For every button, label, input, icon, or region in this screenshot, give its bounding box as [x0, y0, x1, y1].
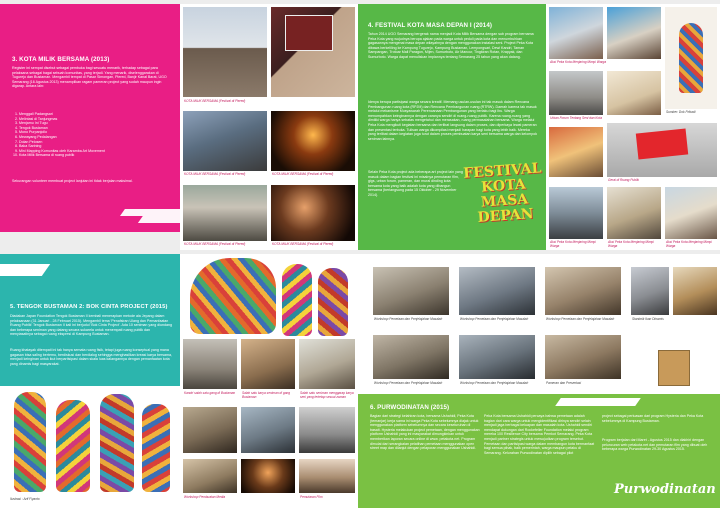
s5-caption-4: Workshop Pembuatan Media — [184, 495, 226, 499]
photo-s6-workshop-6 — [544, 334, 622, 380]
poster-line-4: DEPAN — [477, 206, 535, 226]
purwodinatan-brand: Purwodinatan — [614, 482, 716, 497]
figure-shape — [679, 23, 703, 93]
s5-caption-3: Salah satu seniman menggarap karya seni yang tertetap sesuai zaman — [300, 391, 354, 399]
section4-photos — [546, 4, 720, 250]
s3-caption-2: KOTA MILIK BERSAMA (Festival di Plered) — [184, 172, 246, 176]
photo-peka-kota-6 — [606, 186, 662, 240]
pink-stripe-decoration-2 — [97, 216, 143, 224]
photo-festival-evening — [270, 184, 356, 242]
s4-credit: Sumber: Dok Pribadi — [666, 110, 696, 114]
photo-illustration-figure — [664, 6, 718, 110]
photo-peka-kota-2 — [606, 6, 662, 60]
photo-workshop-night — [240, 458, 296, 494]
section3-list-item: 6. Mewayang Pedalangan — [19, 135, 179, 140]
section4-p3: Selain Peka Kota project ada beberapa art project lain yang masuk dalam bagian festival ini misalnya pemutaran film, gigs, urban forum, pameran, dan mural dinding kota bersama kota yang baik adalah kota yang dibangun bersama (berlangsung pada 15 Oktober - 29 November 2014). — [368, 170, 463, 197]
section6-p4: Program berjalan dari Maret - Agustus 2015 dan diakhiri dengan peluncuran web petakota.net dan pemutaran film yang dibuat oleh beberapa warga Purwodinatan 29-30 Agustus 2015. — [602, 438, 708, 452]
illustration-horse — [190, 258, 276, 334]
section5-title: 5. TENGOK BUSTAMAN 2: BOK CINTA PROJECT (2015) — [10, 304, 168, 310]
photo-workshop-group — [182, 458, 238, 494]
section3-list-item: 10. Kota Milik Bersama di ruang publik — [19, 153, 179, 158]
section6-p1: Bagian dari strategi kelahiran kota, bersama Ushahidi, Peka Kota (temanjar) kerja sama ini warga Peka Kota sebelumnya diajak untuk menggunakan platform sebelumnya dan secara keseluruhan di basalt. Hysteria melakukan project pemetaan, dengan menggunakan platform Ushahidi yang ini masyarakat dimungkinkan untuk memberikan laporan secara online di www. petakota.net. Program dimulai dari serangkaian pelatihan pemetaan menggunakan open street map dan dilanjut dengan pelaporan menggunakan Ushahidi. — [370, 414, 480, 451]
s6-caption-1: Workshop Pemetaan dan Penjelajahan Masalah — [374, 317, 443, 321]
s6-caption-2: Workshop Pemetaan dan Penjelajahan Masalah — [460, 317, 529, 321]
section3-list-item: 1. Menggali Padangsari — [19, 112, 179, 117]
board-sign — [285, 15, 333, 51]
photo-peka-kota-5 — [548, 186, 604, 240]
section5-p1: Diadakan Japan Foundation Tengok Bustaman II kembali menerapkan metode ala Jepang dalam pelaksanaan (31 Januari - 28 Februari 2015). Mengambil tema 'Penafsiran Ulang dan Pemanfaatan Ruang Publik' Tengok Bustaman II kali ini berjudul 'Bok Cinta Project'. Ada 10 seniman yang diundang dan beberapa seniman yang datang secara sukarela untuk menempati ruang publik dan menyiasatinya sebagai ruang ekspresi di Kampung Bustaman. — [10, 314, 173, 337]
photo-s6-workshop-4 — [372, 334, 450, 380]
s4-caption-2: Urban Forum Tentang Seni dan Kota — [550, 116, 602, 120]
s6-caption-3: Workshop Pemetaan dan Penjelajahan Masalah — [546, 317, 615, 321]
festival-poster-title — [460, 161, 546, 227]
section3-outro: Sekurangan volunteer membuat project lanjutan ini tidak berjalan maksimal. — [12, 179, 133, 183]
photo-s6-presentation — [630, 266, 670, 316]
photo-urban-forum — [548, 70, 604, 116]
s5-caption-2: Salah satu karya seniman di gang Bustaman — [242, 391, 291, 399]
photo-peka-kota-7 — [664, 186, 718, 240]
photo-peka-kota-1 — [548, 6, 604, 60]
s3-caption-3: KOTA MILIK BERSAMA (Festival di Plered) — [272, 172, 334, 176]
photo-peka-kota-4 — [548, 126, 604, 178]
s4-caption-4: Aksi Peka Kota Menjaring Mimpi Warga — [550, 240, 596, 248]
photo-s6-workshop-5 — [458, 334, 536, 380]
section4-panel — [358, 4, 546, 250]
s5-caption-1: Kandri salah satu gang di Bustaman — [184, 391, 236, 395]
section3-list-item: 8. Baka Sarining — [19, 144, 179, 149]
illustration-box-figure — [658, 350, 690, 386]
photo-workshop-film — [182, 406, 238, 454]
illustration-figure-3 — [100, 394, 134, 492]
photo-festival-crowd — [182, 110, 268, 172]
photo-s6-workshop-2 — [458, 266, 536, 316]
teal-stripe-decoration — [0, 264, 50, 276]
section3-list-item: 9. Mini Mapping Komunitas oleh Karamba Art Movement — [19, 149, 179, 154]
s4-caption-3: Gerai di Ruang Publik — [608, 178, 640, 182]
section3-title: 3. KOTA MILIK BERSAMA (2013) — [12, 56, 110, 63]
s4-caption-1: Aksi Peka Kota Menjaring Mimpi Warga — [550, 60, 607, 64]
illustration-figure-6 — [318, 268, 348, 336]
photo-bustaman-artist — [298, 338, 356, 390]
section5-photos — [180, 254, 358, 508]
s4-caption-5: Aksi Peka Kota Menjaring Mimpi Warga — [608, 240, 654, 248]
s6-caption-stand: Stanbnik Ikan Dinamis — [632, 317, 664, 321]
section6-title: 6. PURWODINATAN (2015) — [370, 404, 450, 411]
poster-line-2: KOTA — [480, 176, 527, 196]
photo-workshop-media — [240, 406, 296, 454]
section3-photos — [180, 4, 358, 250]
section4-p2: Idenya berupa partisipasi warga secara kreatif. Memang usulan-usulan ini tak masuk dalam Rencana Pembangunan ruang kota (RPJM) dan Rencana Pembangunan ruang (RTRW). Daerah karena tak masuk melalui mekanisme Musyawarah Perencanaan Pembangunan yang berlaku bagi Ibu. Warga menumpahkan keinginannya dengan caranya sendiri di ruang-ruang publik. Karena ruang-ruang yang dimiliki warga hanya sebatas mengetahui dan merasakan, ruang permasalahan bersama. Warga melalui Peka Kota mengikuti kegiatan bersama dan terlibat langsung dalam proses, dan diperkaya lewat pameran dan presentasi terbuka. Tulisan warga dikompilasi menjadi harapan bagi kota yang lebih baik. Mereka yang terlibat dalam kegiatan juga turut dalam proses pembuatan karya seni bersama warga dan kelompok seniman lainnya. — [368, 100, 538, 141]
photo-screening-crowd — [298, 458, 356, 494]
photo-s6-workshop-1 — [372, 266, 450, 316]
peka-kota-sign-board — [636, 128, 688, 159]
photo-film-screening — [298, 406, 356, 454]
section3-list — [12, 112, 179, 158]
section3-list-item: 7. Dolan Pelosen — [19, 140, 179, 145]
s3-caption-1: KOTA MILIK BERSAMA (Festival di Plered) — [184, 99, 246, 103]
photo-festival-board — [270, 6, 356, 98]
s6-caption-5: Workshop Pemetaan dan Penjelajahan Masalah — [460, 381, 529, 385]
photo-festival-tent — [182, 184, 268, 242]
illustration-figure-1 — [14, 392, 46, 492]
illustration-figure-4 — [142, 404, 170, 492]
photo-s6-workshop-3 — [544, 266, 622, 316]
section6-p3: project sebagai perluasan dari program Hysteria dan Peka Kota sebelumnya di Kampung Bustaman. — [602, 414, 704, 423]
photo-festival-night — [270, 110, 356, 172]
section3-list-item: 2. Melintasi di Tanjungmas — [19, 117, 179, 122]
olive-stripe-decoration — [555, 398, 641, 406]
s6-caption-4: Workshop Pemetaan dan Penjelajahan Masalah — [374, 381, 443, 385]
illustration-figure-5 — [282, 264, 312, 336]
s3-caption-4: KOTA MILIK BERSAMA (Festival di Plered) — [184, 242, 246, 246]
photo-peka-kota-3 — [606, 70, 662, 116]
section3-intro: Register ini sempat disebut sebagai pembuka bagi sesuatu menarik, terhadap sebagai para pelaksana sebagai bagai sebuah komunitas, yang terjadi. Yang menarik, diselenggarakan di Tugurejo dan Bustaman. Mengambil tempat di Pasar Simongan, Plered, Banjir Kanal Barat, UGO Semarang (16 Agustus 2013) menampilkan ragam pameran project yang sudah maupun ingin digarap. Antara lain: — [12, 66, 167, 89]
poster-line-1: FESTIVAL — [462, 160, 542, 182]
section6-p2: Peka Kota bersama Ushahidi percaya bahwa pemetaan adalah bagian dari cara warga untuk mengidentifikasi dirinya sendiri selain menjadi jaga berbagai keluapan dan masalah kota. Ushahidi sendiri mendapat dukungan dari Rockefeller Foundation melalui program mereka 100 Resilience City bersama Pemkot Semarang. Peka Kota menjadi partner strategis untuk mewujudkan program tersebut. Pemetaan dan partisipasi warga dalam membangun kota bermanfaat bagi semua pihak, baik pemerintah, warga maupun pelaku di Semarang. Kelurahan Purwodinatan dipilih sebagai pilot — [484, 414, 595, 455]
poster-line-3: MASA — [480, 191, 529, 211]
section5-panel — [0, 254, 180, 508]
photo-s6-stand — [672, 266, 718, 316]
photo-bustaman-gang — [182, 338, 238, 390]
s3-caption-5: KOTA MILIK BERSAMA (Festival di Plered) — [272, 242, 334, 246]
photo-festival-stage — [182, 6, 268, 98]
section4-p1: Tahun 2014 UGO Semarang bergerak nama menjadi Kota Milik Bersama dengan sub program bernama Peka Kota yang wujudnya berupa ajakan pada warga untuk peduli pada kota dan menumbuhkan gagasannya mengenai masa depan wilayahnya dengan menggunakan instalasi seni. Project Peka Kota dibawa berkeliling ke Kampung Tugurejo, Kampung Bustaman, Lempongsari, Dewi Kandri, Taman Sampangan, Trotoar Mall Paragon, Mijen, Sumurboto, Air Mancur, Tingkiran Rotan, Krapyak, dan Sumurboto. Warga dapat menuliskan impiannya tentang Semarang 25 tahun yang akan datang. — [368, 32, 534, 59]
s5-caption-5: Pemutaran Film — [300, 495, 323, 499]
section5-p2: Ruang khatayak ditempati ini tak hanya semata ruang fisik, tetapi juga ruang konseptual yang mana gagasan bisa saling bertemu, berdiskusi dan berdialog sehingga menghasilkan kreasi karya bersama, menjadi keinginan untuk ikut berpartisipasi dalam skala luas kalangannya dengan pemanfaatan kota yang dinamis bagi masyarakat. — [10, 348, 173, 366]
s6-caption-6: Pameran dan Presentasi — [546, 381, 582, 385]
section6-panel — [358, 394, 720, 508]
section3-list-item: 4. Tengok Bustaman — [19, 126, 179, 131]
photo-peka-kota-sign — [606, 122, 718, 178]
illustration-credit: Ilustrasi : Arif Fiyanto — [10, 497, 40, 501]
section4-title: 4. FESTIVAL KOTA MASA DEPAN I (2014) — [368, 22, 493, 29]
section6-photos — [358, 254, 720, 394]
section3-panel — [0, 4, 180, 232]
section3-list-item: 5. Mono Purpanjollo — [19, 130, 179, 135]
illustration-figure-2 — [56, 400, 90, 492]
s4-caption-6: Aksi Peka Kota Menjaring Mimpi Warga — [666, 240, 712, 248]
section3-list-item: 3. Menjamu Ini Tugu — [19, 121, 179, 126]
photo-bustaman-art — [240, 338, 296, 390]
